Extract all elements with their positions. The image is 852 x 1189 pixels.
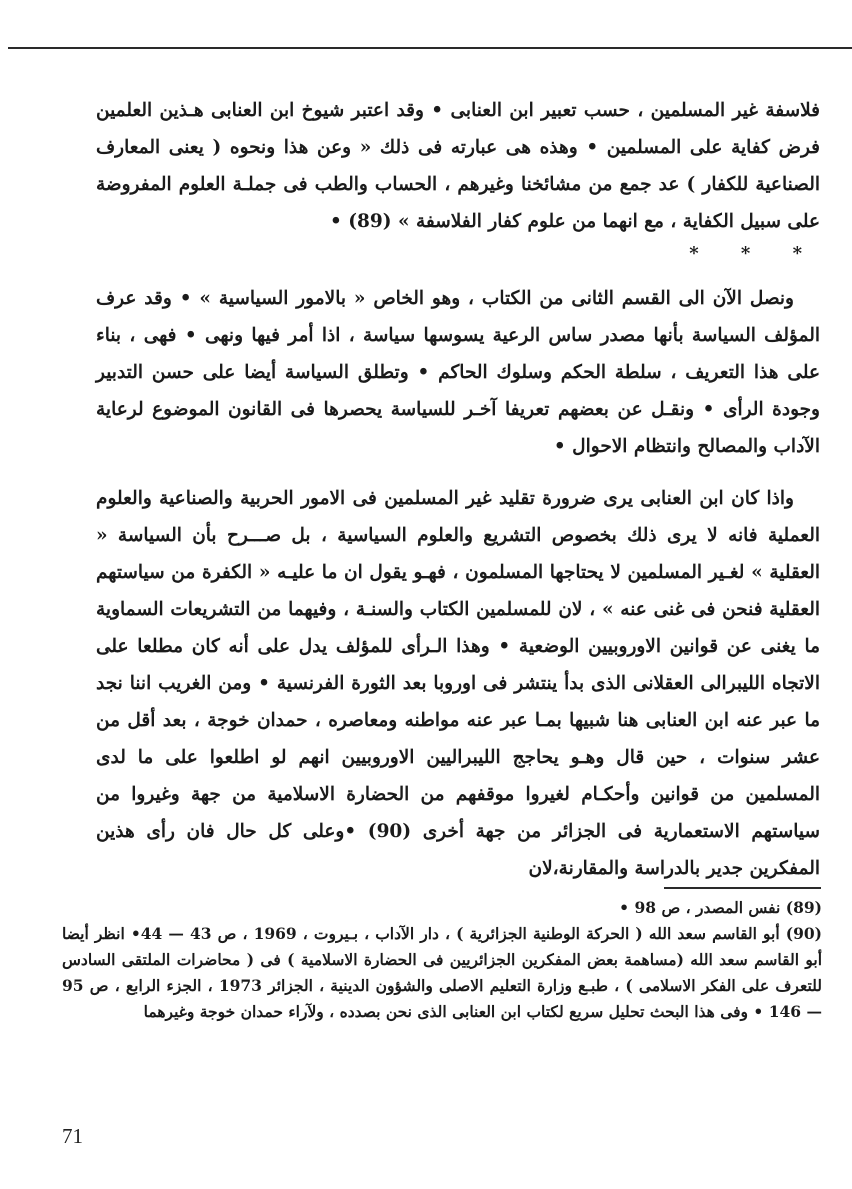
footnote: (90) أبو القاسم سعد الله ( الحركة الوطنية الجزائرية ) ، دار الآداب ، بـيروت ، 1969 ، ص 43 — 44• انظر أيضا أبو القاسم سعد الله (مساهمة بعض المفكرين الجزائريين فى الحضارة الاسلامية ) فى ( محاضرات الملتقى السادس للتعرف على الفكر الاسلامى ) ، طبـع وزارة التعليم الاصلى والشؤون الدينية ، الجزائر 1973 ، الجزء الرابع ، ص 95 — 146 • وفى هذا البحث تحليل سريع لكتاب ابن العنابى الذى نحن بصدده ، ولآراء حمدان خوجة وغيرهما bbox=[62, 924, 823, 1021]
main-body bbox=[96, 92, 820, 887]
top-rule bbox=[8, 47, 852, 49]
page-number: 71 bbox=[62, 1124, 83, 1148]
paragraph: ونصل الآن الى القسم الثانى من الكتاب ، وهو الخاص « بالامور السياسية » • وقد عرف المؤلف السياسة بأنها مصدر ساس الرعية يسوسها سياسة ، اذا أمر فيها ونهى • فهى ، بناء على هذا التعريف ، سلطة الحكم وسلوك الحاكم • وتطلق السياسة أيضا على حسن التدبير وجودة الرأى • ونقـل عن بعضهم تعريفا آخـر للسياسة يحصرها فى القانون الموضوع لرعاية الآداب والمصالح وانتظام الاحوال • bbox=[96, 288, 820, 457]
footnote-rule bbox=[664, 887, 821, 889]
paragraph: فلاسفة غير المسلمين ، حسب تعبير ابن العنابى • وقد اعتبر شيوخ ابن العنابى هـذين العلمين فرض كفاية على المسلمين • وهذه هى عبارته فى ذلك « وعن هذا ونحوه ( يعنى المعارف الصناعية للكفار ) عد جمع من مشائخنا وغيرهم ، الحساب والطب فى جملـة العلوم المفروضة على سبيل الكفاية ، مع انهما من علوم كفار الفلاسفة » (89) • bbox=[96, 100, 820, 232]
footnotes bbox=[62, 895, 822, 1025]
paragraph: واذا كان ابن العنابى يرى ضرورة تقليد غير المسلمين فى الامور الحربية والصناعية والعلوم العملية فانه لا يرى ذلك بخصوص التشريع والعلوم السياسية ، بل صـــرح بأن السياسة « العقلية » لغـير المسلمين لا يحتاجها المسلمون ، فهـو يقول ان ما عليـه « الكفرة من سياستهم العقلية فنحن فى غنى عنه » ، لان للمسلمين الكتاب والسنـة ، وفيهما من التشريعات السماوية ما يغنى عن قوانين الاوروبيين الوضعية • وهذا الـرأى للمؤلف يدل على أنه كان مطلعا على الاتجاه الليبرالى العقلانى الذى بدأ ينتشر فى اوروبا بعد الثورة الفرنسية • ومن الغريب اننا نجد ما عبر عنه ابن العنابى هنا شبيها بمـا عبر عنه مواطنه ومعاصره ، حمدان خوجة ، بعد أقل من عشر سنوات ، حين قال وهـو يحاجج الليبراليين الاوروبيين انهم لو اطلعوا على ما لدى المسلمين من قوانين وأحكـام لغيروا موقفهم من الحضارة الاسلامية من جهة وغيروا من سياستهم الاستعمارية فى الجزائر من جهة أخرى (90) •وعلى كل حال فان رأى هذين المفكرين جدير بالدراسة والمقارنة،لان bbox=[96, 488, 821, 879]
footnote: (89) نفس المصدر ، ص 98 • bbox=[619, 898, 822, 917]
section-separator: * * * bbox=[689, 243, 820, 264]
